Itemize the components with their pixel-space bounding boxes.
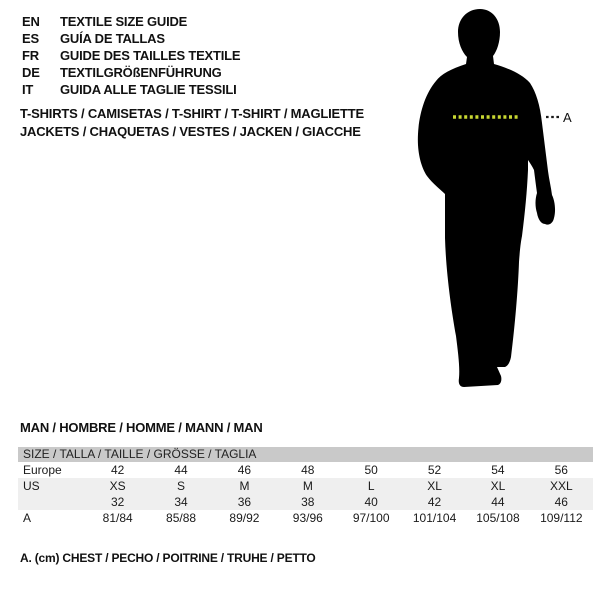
size-cell: 101/104 <box>412 511 457 525</box>
size-cell: 105/108 <box>476 511 520 525</box>
size-cell: XXL <box>549 479 573 493</box>
language-code: FR <box>22 48 39 63</box>
category-list <box>20 105 364 141</box>
size-cell: M <box>302 479 313 493</box>
table-row-uk <box>18 494 593 510</box>
size-cell: 109/112 <box>540 511 583 525</box>
category-line-tshirts: T-SHIRTS / CAMISETAS / T-SHIRT / T-SHIRT / MAGLIETTE <box>20 106 364 121</box>
size-cell: 54 <box>491 463 505 477</box>
size-cell: 89/92 <box>229 511 260 525</box>
language-label: GUIDA ALLE TAGLIE TESSILI <box>60 82 237 97</box>
size-table <box>18 447 593 527</box>
language-label: GUÍA DE TALLAS <box>60 31 165 46</box>
size-cell: 50 <box>364 463 378 477</box>
size-cell: 81/84 <box>102 511 133 525</box>
language-row <box>22 47 240 64</box>
size-cell: XL <box>490 479 506 493</box>
language-row <box>22 81 240 98</box>
language-label: TEXTILGRÖßENFÜHRUNG <box>60 65 222 80</box>
language-label: GUIDE DES TAILLES TEXTILE <box>60 48 241 63</box>
measure-label: A <box>563 110 572 125</box>
row-label <box>18 494 86 510</box>
size-cell: 38 <box>301 495 315 509</box>
section-title: MAN / HOMBRE / HOMME / MANN / MAN <box>20 420 263 435</box>
table-row-europe <box>18 462 593 478</box>
table-row-chest-a <box>18 510 593 527</box>
size-cell: 46 <box>237 463 252 477</box>
row-label: Europe <box>23 463 62 477</box>
size-cell: 97/100 <box>352 511 390 525</box>
size-cell: 46 <box>554 495 568 509</box>
row-label: A <box>23 511 32 525</box>
size-cell: 56 <box>554 463 568 477</box>
man-silhouette-figure <box>400 0 600 400</box>
man-silhouette-svg <box>400 0 600 400</box>
size-cell: XS <box>109 479 126 493</box>
language-code: EN <box>22 14 40 29</box>
footnote-chest-measure: A. (cm) CHEST / PECHO / POITRINE / TRUHE / PETTO <box>20 551 316 565</box>
language-code: ES <box>22 31 39 46</box>
language-list <box>22 13 240 98</box>
language-row <box>22 64 240 81</box>
size-cell: 42 <box>111 463 125 477</box>
size-cell: 42 <box>427 495 442 509</box>
size-cell: M <box>239 479 250 493</box>
language-row <box>22 30 240 47</box>
size-cell: 32 <box>111 495 125 509</box>
size-cell: 52 <box>427 463 442 477</box>
table-row-us <box>18 478 593 494</box>
size-table-header: SIZE / TALLA / TAILLE / GRÖSSE / TAGLIA <box>18 447 593 462</box>
size-cell: L <box>367 479 375 493</box>
size-cell: 44 <box>491 495 505 509</box>
language-code: IT <box>22 82 34 97</box>
size-cell: 93/96 <box>292 511 323 525</box>
row-label: US <box>23 479 40 493</box>
category-line-jackets: JACKETS / CHAQUETAS / VESTES / JACKEN / GIACCHE <box>20 124 361 139</box>
size-cell: 34 <box>174 495 188 509</box>
language-row <box>22 13 240 30</box>
size-cell: 40 <box>364 495 378 509</box>
size-cell: 48 <box>301 463 315 477</box>
language-code: DE <box>22 65 40 80</box>
size-cell: 36 <box>237 495 252 509</box>
size-cell: 44 <box>174 463 188 477</box>
language-label: TEXTILE SIZE GUIDE <box>60 14 188 29</box>
size-cell: 85/88 <box>166 511 197 525</box>
size-cell: S <box>177 479 186 493</box>
man-silhouette <box>418 9 555 387</box>
size-cell: XL <box>427 479 442 493</box>
